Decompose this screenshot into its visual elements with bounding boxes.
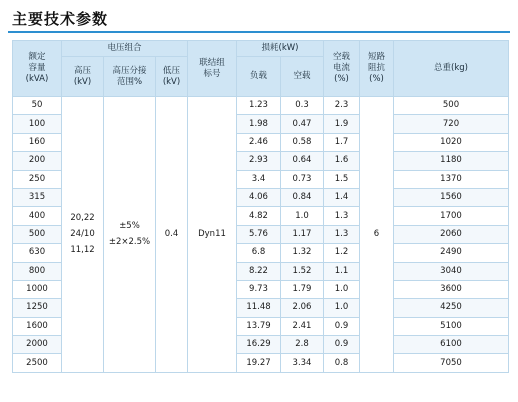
header-total-weight: 总重(kg) [394, 41, 509, 97]
cell-noload-loss: 0.58 [281, 133, 324, 151]
cell-capacity: 630 [13, 244, 62, 262]
header-voltage-group: 电压组合 [62, 41, 188, 57]
cell-load-loss: 2.93 [237, 152, 281, 170]
cell-noload-loss: 0.84 [281, 188, 324, 206]
header-lv: 低压 (kV) [156, 57, 188, 97]
cell-capacity: 800 [13, 262, 62, 280]
cell-load-loss: 6.8 [237, 244, 281, 262]
cell-noload-loss: 0.3 [281, 97, 324, 115]
cell-capacity: 250 [13, 170, 62, 188]
cell-noload-current: 1.7 [324, 133, 360, 151]
cell-noload-loss: 2.06 [281, 299, 324, 317]
cell-total-weight: 6100 [394, 336, 509, 354]
cell-total-weight: 1560 [394, 188, 509, 206]
cell-load-loss: 2.46 [237, 133, 281, 151]
cell-total-weight: 5100 [394, 317, 509, 335]
cell-noload-loss: 2.41 [281, 317, 324, 335]
cell-noload-current: 0.9 [324, 336, 360, 354]
cell-total-weight: 1180 [394, 152, 509, 170]
cell-noload-loss: 0.73 [281, 170, 324, 188]
title-underline [8, 31, 510, 33]
cell-total-weight: 1020 [394, 133, 509, 151]
cell-noload-current: 1.0 [324, 280, 360, 298]
spec-table [12, 40, 509, 373]
cell-load-loss: 3.4 [237, 170, 281, 188]
cell-tap-range: ±5% ±2×2.5% [104, 97, 156, 373]
cell-capacity: 160 [13, 133, 62, 151]
cell-capacity: 1600 [13, 317, 62, 335]
cell-load-loss: 11.48 [237, 299, 281, 317]
page-title: 主要技术参数 [12, 10, 109, 28]
cell-noload-current: 2.3 [324, 97, 360, 115]
cell-total-weight: 3040 [394, 262, 509, 280]
cell-load-loss: 4.06 [237, 188, 281, 206]
cell-noload-loss: 0.47 [281, 115, 324, 133]
cell-noload-loss: 1.0 [281, 207, 324, 225]
cell-noload-loss: 3.34 [281, 354, 324, 372]
cell-hv-voltage: 20,22 24/10 11,12 [62, 97, 104, 373]
cell-noload-current: 1.5 [324, 170, 360, 188]
cell-load-loss: 8.22 [237, 262, 281, 280]
cell-load-loss: 13.79 [237, 317, 281, 335]
table-row [13, 97, 509, 115]
header-noload-loss: 空载 [281, 57, 324, 97]
cell-total-weight: 7050 [394, 354, 509, 372]
cell-load-loss: 16.29 [237, 336, 281, 354]
cell-noload-current: 1.3 [324, 207, 360, 225]
cell-total-weight: 3600 [394, 280, 509, 298]
header-rated-capacity: 额定 容量 (kVA) [13, 41, 62, 97]
cell-noload-current: 1.0 [324, 299, 360, 317]
cell-noload-loss: 1.17 [281, 225, 324, 243]
cell-noload-current: 1.2 [324, 244, 360, 262]
cell-capacity: 1000 [13, 280, 62, 298]
cell-total-weight: 500 [394, 97, 509, 115]
cell-noload-current: 1.3 [324, 225, 360, 243]
cell-load-loss: 1.23 [237, 97, 281, 115]
cell-capacity: 315 [13, 188, 62, 206]
cell-noload-loss: 2.8 [281, 336, 324, 354]
cell-capacity: 2000 [13, 336, 62, 354]
spec-table-body [13, 97, 509, 373]
header-tap-range: 高压分接 范围% [104, 57, 156, 97]
header-hv: 高压 (kV) [62, 57, 104, 97]
cell-capacity: 100 [13, 115, 62, 133]
cell-total-weight: 2060 [394, 225, 509, 243]
header-short-circuit-impedance: 短路 阻抗 (%) [360, 41, 394, 97]
cell-total-weight: 2490 [394, 244, 509, 262]
cell-noload-current: 1.1 [324, 262, 360, 280]
cell-capacity: 50 [13, 97, 62, 115]
cell-capacity: 200 [13, 152, 62, 170]
cell-noload-loss: 1.52 [281, 262, 324, 280]
cell-capacity: 500 [13, 225, 62, 243]
cell-short-circuit-impedance: 6 [360, 97, 394, 373]
cell-capacity: 2500 [13, 354, 62, 372]
cell-total-weight: 1370 [394, 170, 509, 188]
cell-noload-loss: 1.32 [281, 244, 324, 262]
cell-noload-current: 1.4 [324, 188, 360, 206]
cell-load-loss: 9.73 [237, 280, 281, 298]
cell-load-loss: 5.76 [237, 225, 281, 243]
cell-load-loss: 1.98 [237, 115, 281, 133]
cell-noload-current: 0.9 [324, 317, 360, 335]
cell-total-weight: 1700 [394, 207, 509, 225]
header-noload-current: 空载 电流 (%) [324, 41, 360, 97]
cell-lv-voltage: 0.4 [156, 97, 188, 373]
cell-noload-current: 1.6 [324, 152, 360, 170]
cell-load-loss: 4.82 [237, 207, 281, 225]
cell-noload-loss: 1.79 [281, 280, 324, 298]
cell-total-weight: 720 [394, 115, 509, 133]
cell-noload-current: 0.8 [324, 354, 360, 372]
cell-capacity: 400 [13, 207, 62, 225]
cell-total-weight: 4250 [394, 299, 509, 317]
cell-load-loss: 19.27 [237, 354, 281, 372]
cell-noload-current: 1.9 [324, 115, 360, 133]
header-loss-group: 损耗(kW) [237, 41, 324, 57]
header-vector-group: 联结组 标号 [188, 41, 237, 97]
header-load-loss: 负载 [237, 57, 281, 97]
cell-vector-group: Dyn11 [188, 97, 237, 373]
cell-noload-loss: 0.64 [281, 152, 324, 170]
cell-capacity: 1250 [13, 299, 62, 317]
